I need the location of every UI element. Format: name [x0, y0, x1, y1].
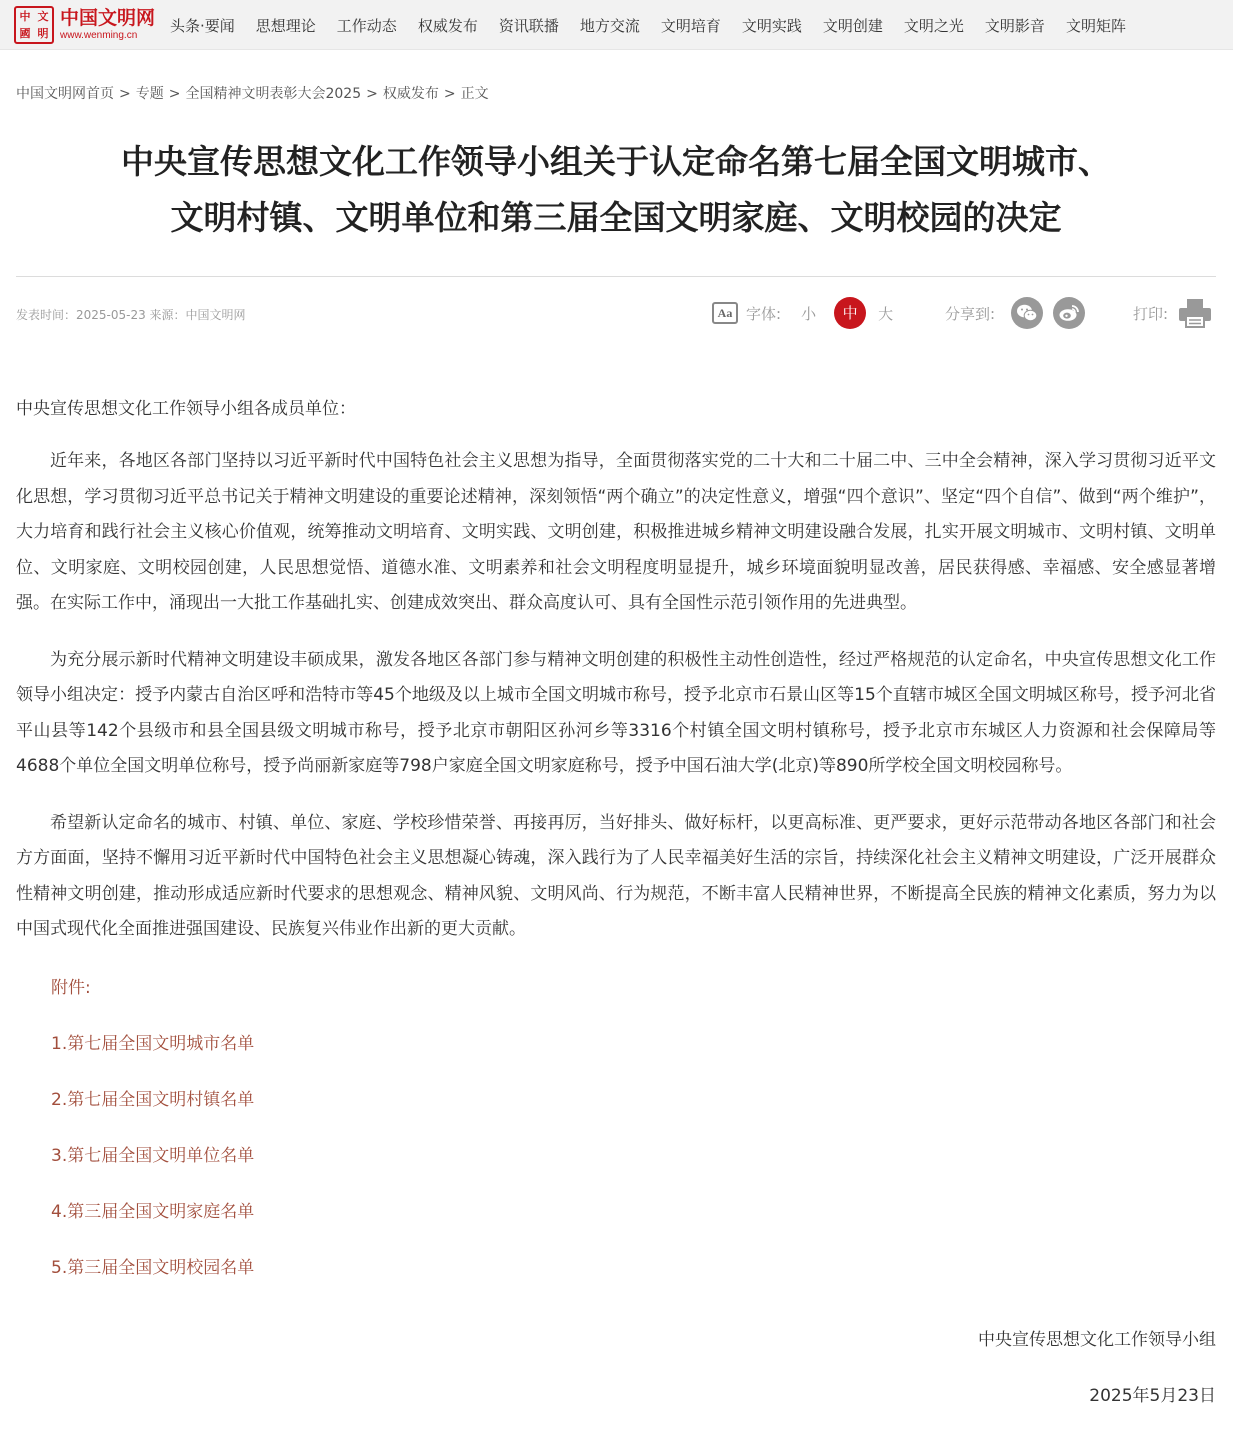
- attachment-label: 附件:: [51, 977, 91, 998]
- wechat-share-button[interactable]: [1011, 297, 1043, 329]
- breadcrumb-official-release[interactable]: 权威发布: [382, 86, 439, 102]
- paragraph-3: 希望新认定命名的城市、村镇、单位、家庭、学校珍惜荣誉、再接再厉，当好排头、做好标杆，以更高标准、更严要求，更好示范带动各地区各部门和社会方方面面，坚持不懈用习近平新时代中国特色社会主义思想凝心铸魂，深入践行为了人民幸福美好生活的宗旨，持续深化社会主义精神文明建设，广泛开展群众性精神文明创建，推动形成适应新时代要求的思想观念、精神风貌、文明风尚、行为规范，不断丰富人民精神世界，不断提高全民族的精神文化素质，努力为以中国式现代化全面推进强国建设、民族复兴伟业作出新的更大贡献。: [16, 812, 1216, 939]
- font-size-small-button[interactable]: 小: [801, 304, 817, 323]
- article-body: [16, 393, 1216, 1412]
- signature-date: 2025年5月23日: [1089, 1385, 1216, 1406]
- article-title: [16, 134, 1216, 246]
- font-size-large-button[interactable]: 大: [878, 304, 894, 323]
- breadcrumb-separator: >: [443, 86, 456, 102]
- paragraph-1: 近年来，各地区各部门坚持以习近平新时代中国特色社会主义思想为指导，全面贯彻落实党的二十大和二十届二中、三中全会精神，深入学习贯彻习近平文化思想，学习贯彻习近平总书记关于精神文明建设的重要论述精神，深刻领悟“两个确立”的决定性意义，增强“四个意识”、坚定“四个自信”、做到“两个维护”，大力培育和践行社会主义核心价值观，统筹推动文明培育、文明实践、文明创建，积极推进城乡精神文明建设融合发展，扎实开展文明城市、文明村镇、文明单位、文明家庭、文明校园创建，人民思想觉悟、道德水准、文明素养和社会文明程度明显提升，城乡环境面貌明显改善，居民获得感、幸福感、安全感显著增强。在实际工作中，涌现出一大批工作基础扎实、创建成效突出、群众高度认可、具有全国性示范引领作用的先进典型。: [16, 451, 1216, 613]
- attachment-link-families[interactable]: 4.第三届全国文明家庭名单: [51, 1201, 255, 1222]
- nav-item-news-feed[interactable]: 资讯联播: [498, 16, 559, 35]
- font-size-icon: Aa: [712, 302, 738, 324]
- paragraph-2: 为充分展示新时代精神文明建设丰硕成果，激发各地区各部门参与精神文明创建的积极性主动性创造性，经过严格规范的认定命名，中央宣传思想文化工作领导小组决定：授予内蒙古自治区呼和浩特市等45个地级及以上城市全国文明城市称号，授予北京市石景山区等15个直辖市城区全国文明城区称号，授予河北省平山县等142个县级市和县全国县级文明城市称号，授予北京市朝阳区孙河乡等3316个村镇全国文明村镇称号，授予北京市东城区人力资源和社会保障局等4688个单位全国文明单位称号，授予尚丽新家庭等798户家庭全国文明家庭称号，授予中国石油大学(北京)等890所学校全国文明校园称号。: [16, 649, 1216, 776]
- nav-item-theory[interactable]: 思想理论: [255, 16, 316, 35]
- print-label: 打印:: [1133, 304, 1169, 323]
- site-logo[interactable]: [14, 5, 155, 45]
- article-title-line-1: 中央宣传思想文化工作领导小组关于认定命名第七届全国文明城市、: [121, 142, 1111, 181]
- printer-icon[interactable]: [1178, 298, 1212, 328]
- wechat-icon: [1016, 303, 1038, 323]
- logo-text: [60, 7, 155, 43]
- attachment-link-campuses[interactable]: 5.第三届全国文明校园名单: [51, 1257, 255, 1278]
- nav-item-headlines[interactable]: 头条·要闻: [170, 16, 235, 35]
- weibo-share-button[interactable]: [1053, 297, 1085, 329]
- breadcrumb-home[interactable]: 中国文明网首页: [16, 86, 114, 102]
- breadcrumb-separator: >: [366, 86, 378, 102]
- weibo-icon: [1058, 303, 1080, 323]
- breadcrumb: [16, 83, 489, 103]
- font-size-controls: [712, 296, 903, 330]
- attachment-link-cities[interactable]: 1.第七届全国文明城市名单: [51, 1033, 255, 1054]
- main-menu: [170, 0, 1147, 50]
- logo-seal: 中 文 國 明: [14, 6, 54, 44]
- logo-url: www.wenming.cn: [60, 30, 138, 41]
- breadcrumb-current: 正文: [460, 86, 489, 102]
- nav-item-civility-media[interactable]: 文明影音: [984, 16, 1045, 35]
- logo-name: 中国文明网: [60, 7, 156, 29]
- nav-item-civility-creation[interactable]: 文明创建: [822, 16, 883, 35]
- print-controls: [1133, 296, 1212, 330]
- breadcrumb-separator: >: [119, 86, 131, 102]
- attachment-link-villages[interactable]: 2.第七届全国文明村镇名单: [51, 1089, 255, 1110]
- attachment-link-units[interactable]: 3.第七届全国文明单位名单: [51, 1145, 255, 1166]
- breadcrumb-topics[interactable]: 专题: [135, 86, 164, 102]
- nav-item-civility-practice[interactable]: 文明实践: [741, 16, 802, 35]
- nav-item-civility-matrix[interactable]: 文明矩阵: [1065, 16, 1126, 35]
- nav-item-civility-cultivation[interactable]: 文明培育: [660, 16, 721, 35]
- share-label: 分享到:: [945, 304, 996, 323]
- nav-item-official-release[interactable]: 权威发布: [417, 16, 478, 35]
- share-controls: [945, 296, 1085, 330]
- breadcrumb-separator: >: [168, 86, 181, 102]
- font-size-label: 字体:: [746, 304, 782, 323]
- signature-organization: 中央宣传思想文化工作领导小组: [978, 1329, 1216, 1350]
- article-meta: 发表时间：2025-05-23 来源：中国文明网: [16, 308, 246, 322]
- nav-item-local-exchange[interactable]: 地方交流: [579, 16, 640, 35]
- nav-item-civility-light[interactable]: 文明之光: [903, 16, 964, 35]
- top-navigation: [0, 0, 1233, 50]
- breadcrumb-conference[interactable]: 全国精神文明表彰大会2025: [185, 86, 362, 102]
- nav-item-work-news[interactable]: 工作动态: [336, 16, 397, 35]
- font-size-medium-button[interactable]: 中: [834, 297, 866, 329]
- title-divider: [16, 276, 1216, 277]
- salutation: 中央宣传思想文化工作领导小组各成员单位：: [16, 399, 356, 419]
- article-title-line-2: 文明村镇、文明单位和第三届全国文明家庭、文明校园的决定: [170, 198, 1062, 237]
